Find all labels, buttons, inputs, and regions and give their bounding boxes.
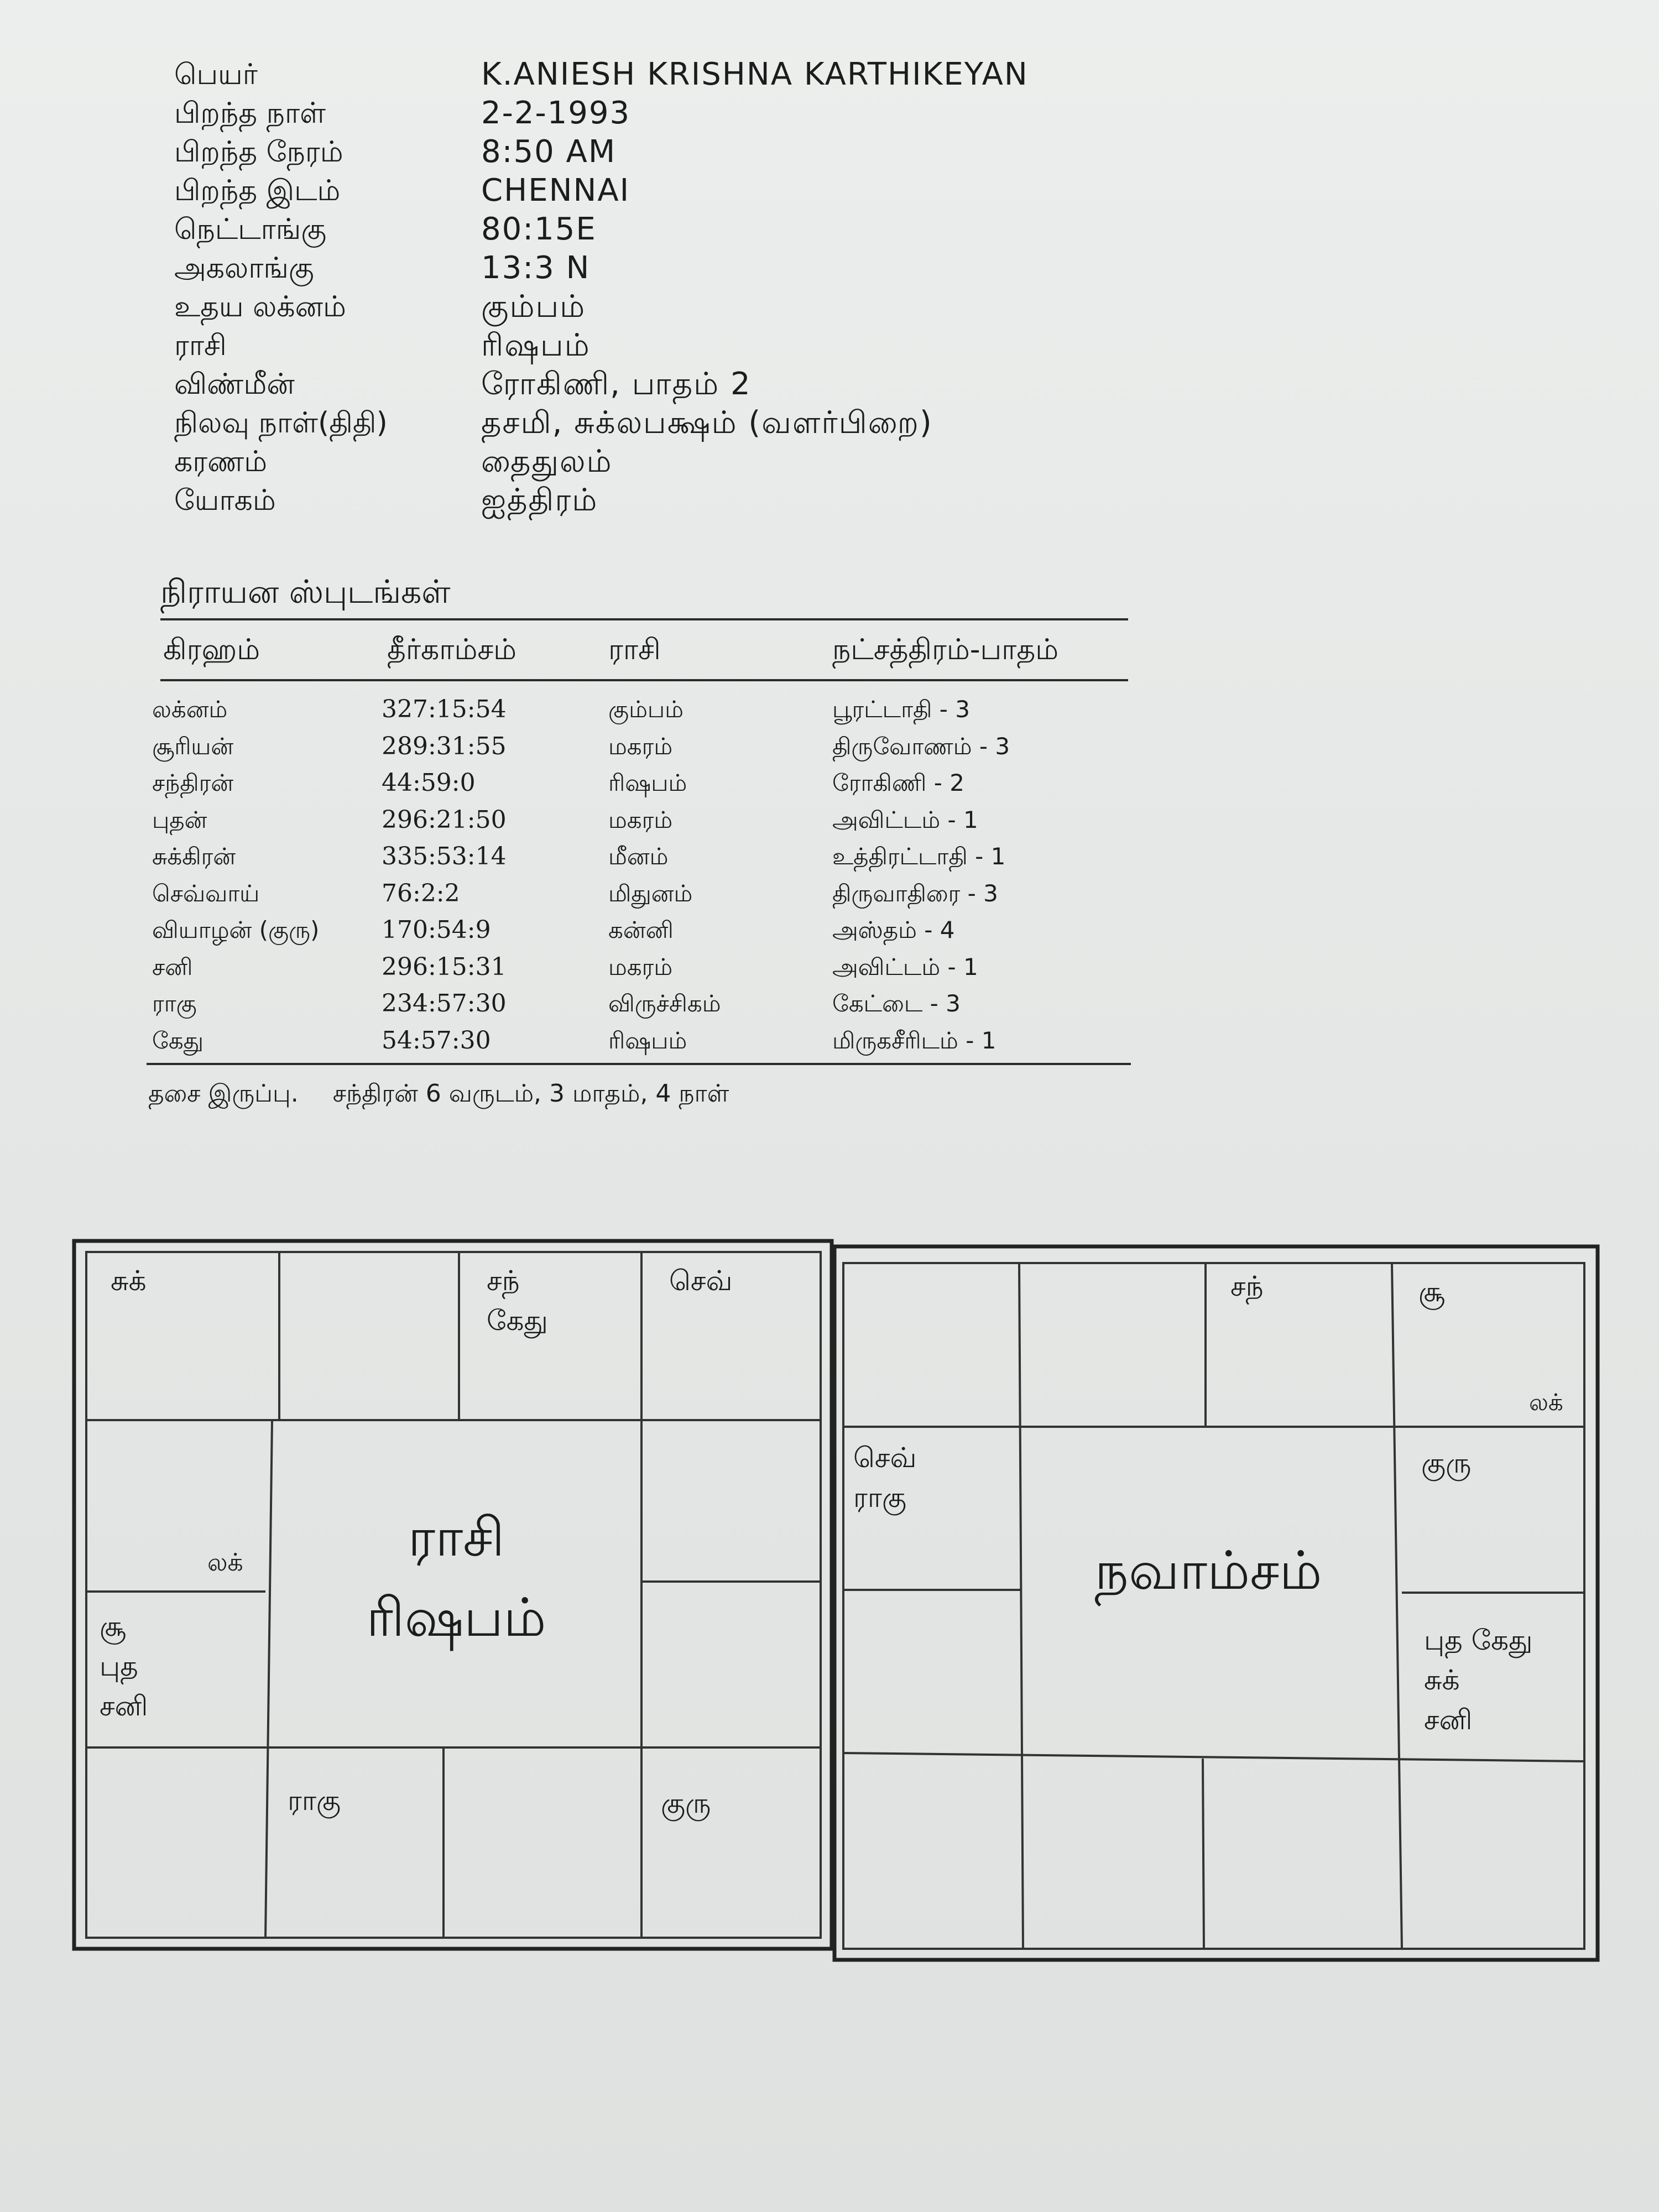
info-label: நிலவு நாள்(திதி)	[174, 406, 388, 440]
info-row	[174, 404, 1391, 442]
navamsa-cell-taurus: சந்	[1230, 1270, 1264, 1302]
info-value: தசமி, சுக்லபக்ஷம் (வளர்பிறை)	[481, 405, 933, 441]
info-label: யோகம்	[174, 484, 276, 517]
rasi-cell-aquarius: லக்	[207, 1548, 243, 1577]
cell-rasi: கன்னி	[608, 916, 674, 943]
cell-rasi: மகரம்	[608, 732, 673, 760]
cell-longitude: 296:15:31	[382, 952, 507, 981]
rasi-cell-capricorn: சூ புத சனி	[100, 1610, 148, 1722]
info-value: தைதுலம்	[481, 444, 613, 479]
cell-graha: செவ்வாய்	[152, 879, 260, 907]
cell-longitude: 296:21:50	[382, 805, 507, 834]
cell-nakshatra: அவிட்டம் - 1	[832, 806, 978, 833]
cell-longitude: 54:57:30	[382, 1026, 491, 1055]
table-bottom-rule	[147, 1063, 1131, 1065]
cell-nakshatra: கேட்டை - 3	[832, 990, 961, 1017]
cell-graha: சனி	[152, 953, 193, 980]
col-header-longitude: தீர்காம்சம்	[387, 633, 517, 666]
cell-nakshatra: திருவோணம் - 3	[832, 732, 1010, 760]
cell-nakshatra: அஸ்தம் - 4	[832, 916, 955, 943]
info-value: ரோகிணி, பாதம் 2	[481, 366, 752, 402]
rasi-chart-sign: ரிஷபம்	[366, 1587, 546, 1648]
info-row	[174, 365, 1391, 404]
info-label: ராசி	[174, 329, 227, 362]
info-value: ஐத்திரம்	[481, 482, 598, 518]
info-label: விண்மீன்	[174, 368, 295, 401]
info-row	[174, 94, 1391, 133]
cell-graha: சூரியன்	[152, 732, 234, 760]
cell-graha: வியாழன் (குரு)	[152, 916, 320, 943]
info-row	[174, 210, 1391, 249]
info-value: ரிஷபம்	[481, 327, 591, 363]
cell-rasi: மிதுனம்	[608, 879, 693, 907]
cell-longitude: 170:54:9	[382, 916, 491, 944]
rasi-cell-scorpio: ராகு	[288, 1785, 341, 1817]
dasa-label: தசை இருப்பு.	[148, 1079, 299, 1108]
info-value: K.ANIESH KRISHNA KARTHIKEYAN	[481, 56, 1029, 92]
table-row	[0, 802, 1161, 838]
cell-longitude: 76:2:2	[382, 879, 460, 907]
cell-nakshatra: மிருகசீரிடம் - 1	[832, 1026, 997, 1054]
rasi-chart	[72, 1239, 835, 1952]
info-row	[174, 133, 1391, 171]
info-label: பிறந்த நாள்	[174, 97, 326, 130]
table-row	[0, 728, 1161, 765]
info-label: பிறந்த நேரம்	[174, 135, 343, 169]
info-row	[174, 481, 1391, 520]
rasi-cell-gemini: செவ்	[669, 1265, 733, 1297]
col-header-graha: கிரஹம்	[163, 633, 260, 666]
info-value: 2-2-1993	[481, 95, 631, 131]
info-row	[174, 55, 1391, 94]
cell-graha: புதன்	[152, 806, 207, 833]
info-row	[174, 171, 1391, 210]
cell-rasi: ரிஷபம்	[608, 769, 687, 796]
info-label: அகலாங்கு	[174, 252, 314, 285]
cell-longitude: 44:59:0	[382, 769, 476, 797]
table-row	[0, 1022, 1161, 1059]
table-row	[0, 912, 1161, 948]
info-label: நெட்டாங்கு	[174, 213, 327, 246]
cell-graha: சந்திரன்	[152, 769, 234, 796]
cell-rasi: மகரம்	[608, 953, 673, 980]
sphutam-title: நிராயன ஸ்புடங்கள்	[160, 573, 451, 611]
navamsa-cell-gemini: சூ	[1418, 1276, 1445, 1308]
info-value: 80:15E	[481, 211, 597, 247]
table-row	[0, 949, 1161, 985]
table-row	[0, 765, 1161, 801]
info-value: 8:50 AM	[481, 134, 617, 170]
rasi-chart-title: ராசி	[408, 1506, 505, 1568]
table-row	[0, 875, 1161, 912]
navamsa-cell-aquarius: செவ் ராகு	[853, 1442, 917, 1514]
info-row	[174, 442, 1391, 481]
table-top-rule	[160, 618, 1128, 620]
cell-longitude: 335:53:14	[382, 842, 507, 870]
cell-longitude: 327:15:54	[382, 695, 507, 723]
table-header-rule	[160, 679, 1128, 681]
info-label: கரணம்	[174, 445, 268, 478]
navamsa-chart-title: நவாம்சம்	[1094, 1540, 1322, 1601]
cell-rasi: கும்பம்	[608, 696, 684, 723]
table-row	[0, 985, 1161, 1022]
col-header-nakshatra: நட்சத்திரம்-பாதம்	[832, 633, 1059, 666]
cell-nakshatra: உத்திரட்டாதி - 1	[832, 843, 1006, 870]
cell-rasi: ரிஷபம்	[608, 1026, 687, 1054]
cell-rasi: மகரம்	[608, 806, 673, 833]
info-label: உதய லக்னம்	[174, 290, 346, 324]
col-header-rasi: ராசி	[608, 633, 661, 666]
rasi-cell-virgo: குரு	[661, 1787, 711, 1819]
info-label: பிறந்த இடம்	[174, 174, 341, 207]
dasa-balance	[148, 1076, 755, 1112]
table-row	[0, 691, 1161, 728]
cell-nakshatra: திருவாதிரை - 3	[832, 879, 998, 907]
info-row	[174, 249, 1391, 288]
navamsa-cell-leo: புத கேது சுக் சனி	[1424, 1624, 1533, 1736]
cell-graha: சுக்கிரன்	[152, 843, 236, 870]
cell-rasi: மீனம்	[608, 843, 669, 870]
navamsa-chart	[832, 1244, 1601, 1963]
cell-graha: ராகு	[152, 990, 197, 1017]
cell-rasi: விருச்சிகம்	[608, 990, 721, 1017]
rasi-cell-taurus: சந் கேது	[487, 1265, 548, 1337]
cell-nakshatra: பூரட்டாதி - 3	[832, 696, 971, 723]
table-row	[0, 838, 1161, 875]
cell-graha: கேது	[152, 1026, 204, 1054]
info-row	[174, 326, 1391, 365]
cell-longitude: 289:31:55	[382, 732, 507, 760]
info-row	[174, 288, 1391, 326]
rasi-cell-pisces: சுக்	[111, 1265, 147, 1297]
cell-longitude: 234:57:30	[382, 989, 507, 1018]
cell-graha: லக்னம்	[152, 696, 228, 723]
info-value: கும்பம்	[481, 289, 586, 325]
info-value: 13:3 N	[481, 250, 591, 286]
navamsa-cell-cancer: குரு	[1421, 1447, 1472, 1479]
cell-nakshatra: ரோகிணி - 2	[832, 769, 964, 796]
info-label: பெயர்	[174, 58, 258, 91]
info-value: CHENNAI	[481, 173, 630, 208]
navamsa-cell-lagna: லக்	[1529, 1389, 1563, 1416]
dasa-value: சந்திரன் 6 வருடம், 3 மாதம், 4 நாள்	[332, 1079, 729, 1108]
cell-nakshatra: அவிட்டம் - 1	[832, 953, 978, 980]
